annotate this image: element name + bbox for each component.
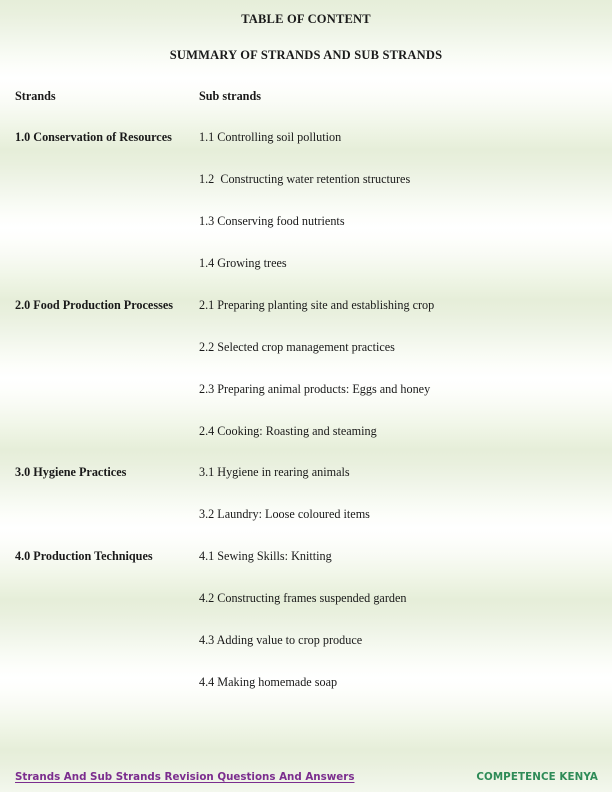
table-row	[0, 340, 612, 360]
table-row	[0, 675, 612, 695]
column-header-strands: Strands	[15, 89, 56, 103]
sub-strand-cell: 3.2 Laundry: Loose coloured items	[199, 507, 370, 521]
table-row	[0, 549, 612, 569]
sub-strand-cell: 4.2 Constructing frames suspended garden	[199, 591, 407, 605]
sub-strand-cell: 1.1 Controlling soil pollution	[199, 130, 342, 144]
revision-questions-link[interactable]: Strands And Sub Strands Revision Questions And Answers	[15, 771, 355, 783]
table-row	[0, 507, 612, 527]
table-row	[0, 214, 612, 234]
table-row	[0, 298, 612, 318]
table-row	[0, 424, 612, 444]
sub-strand-cell: 2.1 Preparing planting site and establishing crop	[199, 298, 435, 312]
sub-strand-cell: 1.4 Growing trees	[199, 256, 287, 270]
sub-strand-cell: 4.4 Making homemade soap	[199, 675, 338, 689]
strand-cell: 1.0 Conservation of Resources	[15, 130, 172, 144]
page-footer	[0, 771, 612, 792]
brand-label: COMPETENCE KENYA	[476, 771, 598, 783]
sub-strand-cell: 3.1 Hygiene in rearing animals	[199, 465, 350, 479]
table-row	[0, 172, 612, 192]
strand-cell: 3.0 Hygiene Practices	[15, 465, 127, 479]
table-row	[0, 382, 612, 402]
sub-strand-cell: 4.1 Sewing Skills: Knitting	[199, 549, 332, 563]
table-row	[0, 633, 612, 653]
strand-cell: 4.0 Production Techniques	[15, 549, 153, 563]
table-row	[0, 256, 612, 276]
table-row	[0, 130, 612, 150]
column-header-sub-strands: Sub strands	[199, 89, 261, 103]
sub-strand-cell: 1.3 Conserving food nutrients	[199, 214, 345, 228]
table-row	[0, 465, 612, 485]
sub-strand-cell: 1.2 Constructing water retention structures	[199, 172, 411, 186]
page-title: TABLE OF CONTENT	[241, 12, 371, 26]
sub-strand-cell: 4.3 Adding value to crop produce	[199, 633, 363, 647]
strand-cell: 2.0 Food Production Processes	[15, 298, 173, 312]
table-row	[0, 591, 612, 611]
sub-strand-cell: 2.3 Preparing animal products: Eggs and honey	[199, 382, 431, 396]
sub-strand-cell: 2.4 Cooking: Roasting and steaming	[199, 424, 377, 438]
sub-strand-cell: 2.2 Selected crop management practices	[199, 340, 395, 354]
page-subtitle: SUMMARY OF STRANDS AND SUB STRANDS	[169, 48, 443, 62]
table-header-row	[0, 89, 612, 109]
